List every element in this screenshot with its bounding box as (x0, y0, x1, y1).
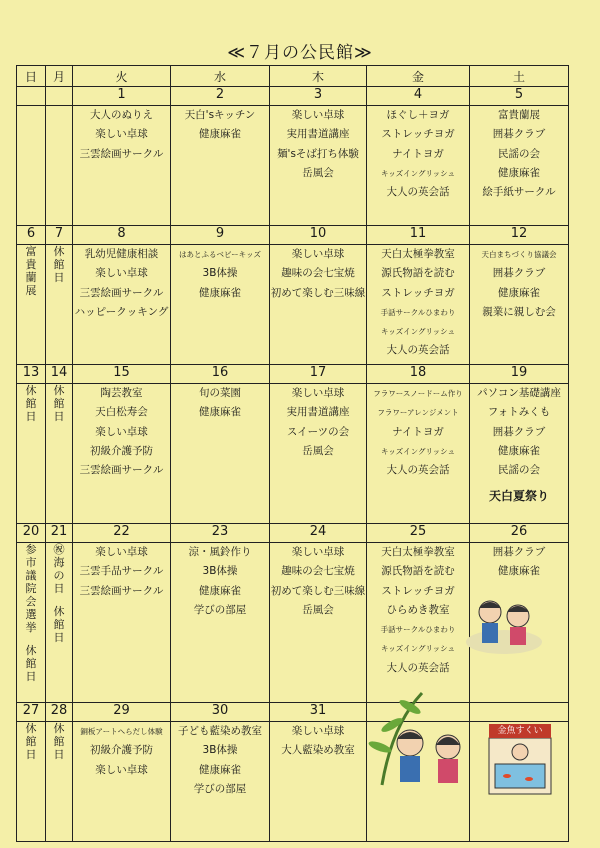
weekday-header: 火 (73, 66, 171, 87)
event-item: 大人藍染め教室 (281, 744, 355, 757)
day-events (171, 384, 270, 524)
event-item: 富貴蘭展 (498, 109, 540, 121)
note-char: 休 (53, 384, 65, 397)
date-number: 11 (367, 226, 470, 245)
event-item: 健康麻雀 (498, 166, 540, 179)
events-row (17, 106, 569, 226)
weekday-header: 土 (470, 66, 569, 87)
event-item: 楽しい卓球 (95, 763, 148, 776)
event-item: 実用書道講座 (286, 128, 350, 141)
note-char: 館 (53, 618, 65, 631)
sunday-note (17, 245, 46, 365)
event-item: 楽しい卓球 (95, 128, 148, 141)
sunday-date: 27 (17, 703, 46, 722)
date-number: 22 (73, 524, 171, 543)
date-number: 31 (270, 703, 367, 722)
event-item: ひらめき教室 (386, 603, 450, 616)
event-item: フラワースノードーム作り (373, 389, 463, 398)
event-item: 初めて楽しむ三味線 (270, 584, 366, 597)
date-number: 19 (470, 365, 569, 384)
day-events (171, 106, 270, 226)
note-char: 日 (53, 410, 65, 423)
tanabata-children-illustration (362, 685, 472, 793)
monday-date: 7 (46, 226, 73, 245)
day-events (73, 384, 171, 524)
date-number: 24 (270, 524, 367, 543)
note-char: 院 (25, 582, 37, 595)
event-item: 初級介護予防 (90, 744, 153, 757)
note-char: 展 (25, 284, 37, 297)
monday-note (46, 245, 73, 365)
note-char: 休 (53, 605, 65, 618)
event-item: ほぐし＋ヨガ (386, 109, 450, 121)
event-item: 三雲絵画サークル (79, 286, 164, 299)
note-char: 日 (25, 410, 37, 423)
event-item: 囲碁クラブ (492, 267, 546, 280)
event-item: 旬の菜園 (199, 387, 241, 399)
day-events (470, 384, 569, 524)
event-item: 3B体操 (202, 744, 238, 757)
weekday-header: 水 (171, 66, 270, 87)
date-number: 15 (73, 365, 171, 384)
note-char: 蘭 (25, 271, 37, 284)
note-char: 休 (25, 644, 37, 657)
day-events (171, 543, 270, 703)
event-item: 楽しい卓球 (95, 267, 148, 280)
monday-note (46, 106, 73, 226)
day-events (270, 245, 367, 365)
date-number-row (17, 226, 569, 245)
event-item: 三雲絵画サークル (79, 147, 164, 160)
event-item: ストレッチヨガ (381, 286, 455, 299)
date-number: 16 (171, 365, 270, 384)
note-char: 挙 (25, 621, 37, 634)
event-item: ナイトヨガ (392, 425, 444, 438)
sunday-date: 20 (17, 524, 46, 543)
sunday-note (17, 106, 46, 226)
monday-note (46, 722, 73, 842)
event-item: 楽しい卓球 (291, 546, 345, 558)
weekday-header: 金 (367, 66, 470, 87)
event-item: 大人の英会話 (386, 661, 450, 674)
events-row (17, 722, 569, 842)
event-item: 大人の英会話 (386, 186, 450, 199)
event-item: 学びの部屋 (193, 603, 247, 616)
day-events (73, 722, 171, 842)
event-item: キッズイングリッシュ (380, 644, 456, 654)
event-item: 岳風会 (302, 603, 334, 616)
note-char: 館 (53, 258, 65, 271)
event-item: スイーツの会 (286, 425, 350, 438)
date-number-row (17, 365, 569, 384)
note-char: 休 (25, 384, 37, 397)
event-item: 趣味の会七宝焼 (281, 267, 355, 280)
day-events (367, 106, 470, 226)
monday-date: 21 (46, 524, 73, 543)
day-events (73, 543, 171, 703)
note-char (17, 634, 45, 644)
note-char: 選 (25, 608, 37, 621)
event-item: 楽しい卓球 (291, 109, 345, 121)
day-events (367, 245, 470, 365)
event-item: 麺'sそば打ち体験 (277, 147, 359, 160)
weekday-header-row (17, 66, 569, 87)
date-number (470, 703, 569, 722)
note-char: 市 (25, 556, 37, 569)
note-char: の (53, 569, 65, 582)
note-char: 館 (53, 735, 65, 748)
event-item: 囲碁クラブ (492, 425, 546, 438)
event-item: 岳風会 (302, 444, 334, 457)
note-char (46, 595, 72, 605)
date-number: 12 (470, 226, 569, 245)
event-item: 天白'sキッチン (184, 109, 256, 121)
calendar-weeks (17, 87, 569, 842)
note-char: 休 (53, 245, 65, 258)
date-number: 5 (470, 87, 569, 106)
date-number: 3 (270, 87, 367, 106)
event-item: 大人の英会話 (386, 344, 450, 357)
event-item: 涼・風鈴作り (188, 546, 252, 558)
weekday-header: 月 (46, 66, 73, 87)
event-item: 源氏物語を読む (381, 565, 455, 578)
festival-children-illustration (462, 590, 546, 656)
monday-date (46, 87, 73, 106)
event-item: 岳風会 (302, 166, 334, 179)
monday-note (46, 543, 73, 703)
note-char: 日 (53, 748, 65, 761)
event-item: はあとふるベビーキッズ (178, 250, 262, 259)
event-item: 天白松寿会 (95, 406, 148, 419)
events-row (17, 245, 569, 365)
note-char: 日 (25, 670, 37, 683)
day-events (171, 722, 270, 842)
date-number-row (17, 524, 569, 543)
event-item: ナイトヨガ (392, 147, 444, 160)
event-item: 手話サークルひまわり (380, 625, 456, 635)
event-item: 天白太極拳教室 (381, 248, 455, 260)
event-item: 健康麻雀 (199, 763, 241, 776)
event-item: ハッピークッキング (74, 305, 169, 318)
monday-note (46, 384, 73, 524)
sunday-note (17, 384, 46, 524)
event-item: 民謡の会 (498, 464, 540, 477)
sunday-date: 6 (17, 226, 46, 245)
day-events (367, 384, 470, 524)
page-title: ≪７月の公民館≫ (227, 43, 373, 63)
event-item: 健康麻雀 (498, 286, 540, 299)
day-events (270, 543, 367, 703)
day-events (367, 543, 470, 703)
note-char: 休 (53, 722, 65, 735)
day-events (270, 722, 367, 842)
event-item: キッズイングリッシュ (380, 446, 456, 456)
day-events (171, 245, 270, 365)
note-char: 日 (25, 748, 37, 761)
event-item: 実用書道講座 (286, 406, 350, 419)
event-item: 健康麻雀 (199, 286, 241, 299)
event-item: 大人のぬりえ (90, 109, 153, 121)
weekday-header: 木 (270, 66, 367, 87)
event-item: ストレッチヨガ (381, 128, 455, 141)
event-item: 手話サークルひまわり (380, 307, 456, 317)
event-item: 健康麻雀 (498, 565, 540, 578)
note-char: 館 (25, 735, 37, 748)
day-events (470, 245, 569, 365)
date-number: 23 (171, 524, 270, 543)
day-events (73, 106, 171, 226)
event-item: 楽しい卓球 (291, 248, 345, 260)
note-char: 館 (53, 397, 65, 410)
date-number: 25 (367, 524, 470, 543)
event-item: 健康麻雀 (199, 128, 241, 141)
event-item: 三雲絵画サークル (79, 584, 164, 597)
event-item: 囲碁クラブ (492, 128, 546, 141)
event-item: 三雲絵画サークル (79, 464, 164, 477)
event-item: 大人の英会話 (386, 464, 450, 477)
event-item: パソコン基礎講座 (477, 387, 561, 399)
event-item: フラワーアレンジメント (377, 408, 459, 418)
event-item: 健康麻雀 (498, 444, 540, 457)
note-char: 貴 (25, 258, 37, 271)
event-item: キッズイングリッシュ (380, 327, 456, 337)
note-char: 館 (25, 397, 37, 410)
event-item: 初めて楽しむ三味線 (270, 286, 366, 299)
event-item: 楽しい卓球 (95, 425, 148, 438)
note-char: 会 (25, 595, 37, 608)
event-item: 天白太極拳教室 (381, 546, 455, 558)
monday-date: 14 (46, 365, 73, 384)
day-events (270, 106, 367, 226)
note-char: 富 (25, 245, 37, 258)
event-item: 囲碁クラブ (492, 546, 546, 558)
event-item: 健康麻雀 (199, 584, 241, 597)
event-item: フォトみくも (487, 406, 551, 419)
event-item: 趣味の会七宝焼 (281, 565, 355, 578)
note-char: ㊗ (53, 543, 65, 556)
event-item: ストレッチヨガ (381, 584, 455, 597)
goldfish-scooping-stall (487, 724, 553, 796)
date-number-row (17, 703, 569, 722)
event-item: 学びの部屋 (193, 782, 247, 795)
sunday-date: 13 (17, 365, 46, 384)
day-events (470, 106, 569, 226)
event-item: 乳幼児健康相談 (84, 248, 159, 260)
event-item: 楽しい卓球 (291, 725, 345, 737)
note-char: 日 (53, 271, 65, 284)
event-item: 親業に親しむ会 (482, 305, 556, 318)
event-item: 陶芸教室 (100, 387, 143, 399)
note-char: 海 (53, 556, 65, 569)
event-item: 銅板アートへらだし体験 (80, 727, 163, 736)
date-number: 8 (73, 226, 171, 245)
note-char: 参 (25, 543, 37, 556)
date-number-row (17, 87, 569, 106)
event-item: 民謡の会 (498, 147, 540, 160)
note-char: 館 (25, 657, 37, 670)
note-char: 日 (53, 631, 65, 644)
note-char: 休 (25, 722, 37, 735)
event-item: 楽しい卓球 (291, 387, 345, 399)
day-events (73, 245, 171, 365)
date-number: 1 (73, 87, 171, 106)
date-number: 18 (367, 365, 470, 384)
date-number: 17 (270, 365, 367, 384)
event-item: 三雲手品サークル (79, 565, 164, 578)
note-char: 日 (53, 582, 65, 595)
date-number: 29 (73, 703, 171, 722)
sunday-note (17, 722, 46, 842)
date-number: 2 (171, 87, 270, 106)
date-number: 10 (270, 226, 367, 245)
date-number: 30 (171, 703, 270, 722)
day-events (270, 384, 367, 524)
sunday-note (17, 543, 46, 703)
date-number: 9 (171, 226, 270, 245)
event-item: キッズイングリッシュ (380, 168, 456, 178)
event-item: 子ども藍染め教室 (178, 725, 262, 737)
note-char: 議 (25, 569, 37, 582)
event-item: 初級介護予防 (90, 444, 153, 457)
event-item: 源氏物語を読む (381, 267, 455, 280)
event-item: 3B体操 (202, 565, 238, 578)
weekday-header: 日 (17, 66, 46, 87)
event-item: 天白まちづくり協議会 (481, 250, 557, 259)
date-number: 4 (367, 87, 470, 106)
monday-date: 28 (46, 703, 73, 722)
event-item: 天白夏祭り (488, 489, 549, 504)
sunday-date (17, 87, 46, 106)
event-item: 3B体操 (202, 267, 238, 280)
events-row (17, 384, 569, 524)
date-number: 26 (470, 524, 569, 543)
event-item: 健康麻雀 (199, 406, 241, 419)
event-item: 絵手紙サークル (482, 186, 556, 199)
event-item: 楽しい卓球 (95, 546, 148, 558)
stall-sign: 金魚すくい (489, 724, 551, 738)
